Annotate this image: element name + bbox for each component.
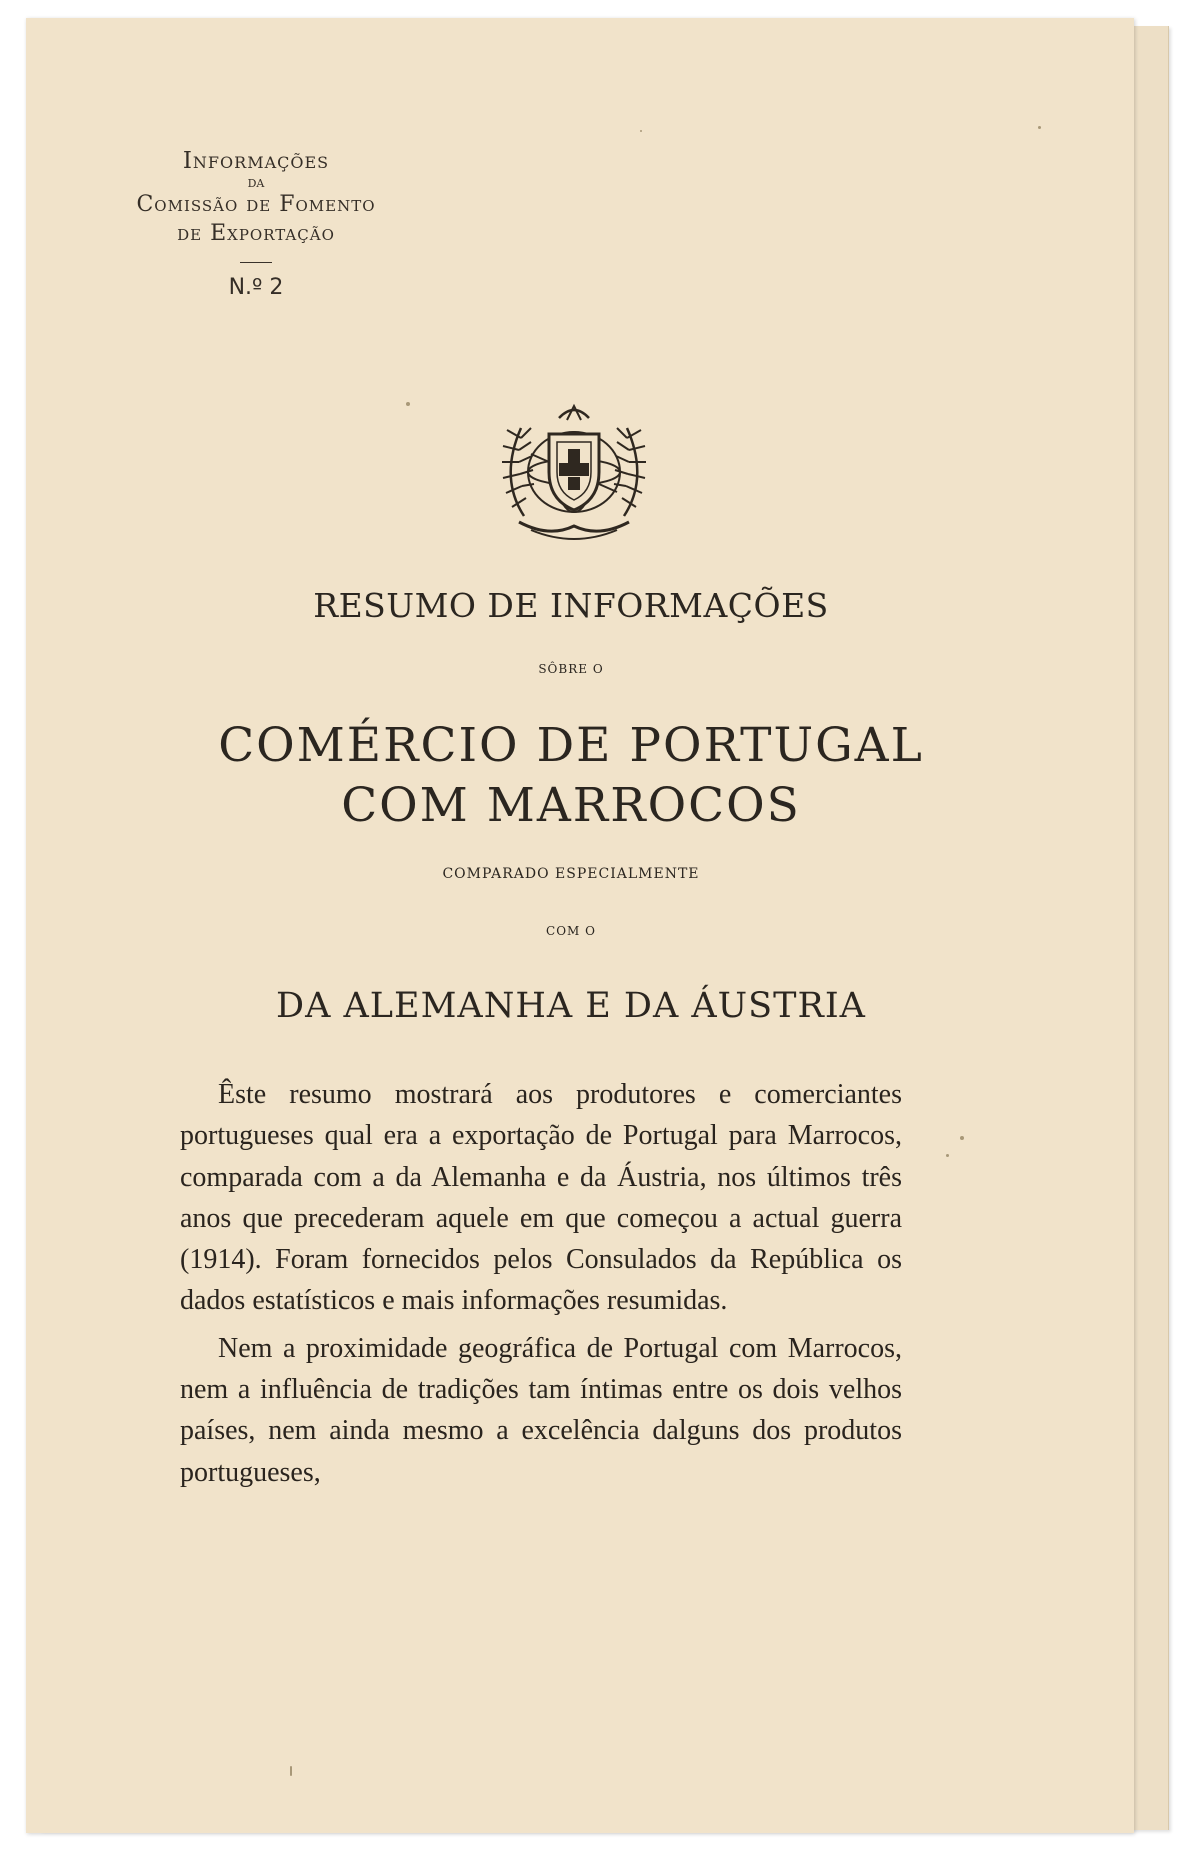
main-title-line1: COMÉRCIO DE PORTUGAL [218,718,924,773]
heading-comparado: COMPARADO ESPECIALMENTE [442,866,700,882]
series-commission: Comissão de Fomento [136,192,376,217]
heading-alemanha: DA ALEMANHA E DA ÁUSTRIA [276,986,866,1026]
paragraph-1: Êste resumo mostrará aos produtores e comerciantes portugueses qual era a exportação de Portugal para Marrocos, comparada com a da Alemanha e da Áustria, nos últimos três anos que precederam aquele em que começou a actual guerra (1914). Foram fornecidos pelos Consulados da República os dados estatísticos e mais informações resumidas. [180,1079,902,1317]
series-number: N.º 2 [228,275,284,300]
heading-com: COM O [546,924,596,938]
series-title: Informações [182,148,330,174]
series-divider [240,262,272,263]
body-text [180,1074,902,1499]
heading-sobre: SÔBRE O [538,662,604,676]
series-header [96,148,416,300]
series-export: de Exportação [177,221,335,246]
portuguese-coat-of-arms-icon [479,398,669,548]
main-title-line2: COM MARROCOS [341,778,801,833]
heading-resumo: RESUMO DE INFORMAÇÕES [313,586,829,625]
document-page [26,18,1134,1833]
paragraph-2: Nem a proximidade geográfica de Portugal com Marrocos, nem a influência de tradições tam íntimas entre os dois velhos países, nem ainda mesmo a excelência dalguns dos produtos portugueses, [180,1332,902,1488]
main-title [176,716,966,836]
series-da: DA [247,177,265,190]
